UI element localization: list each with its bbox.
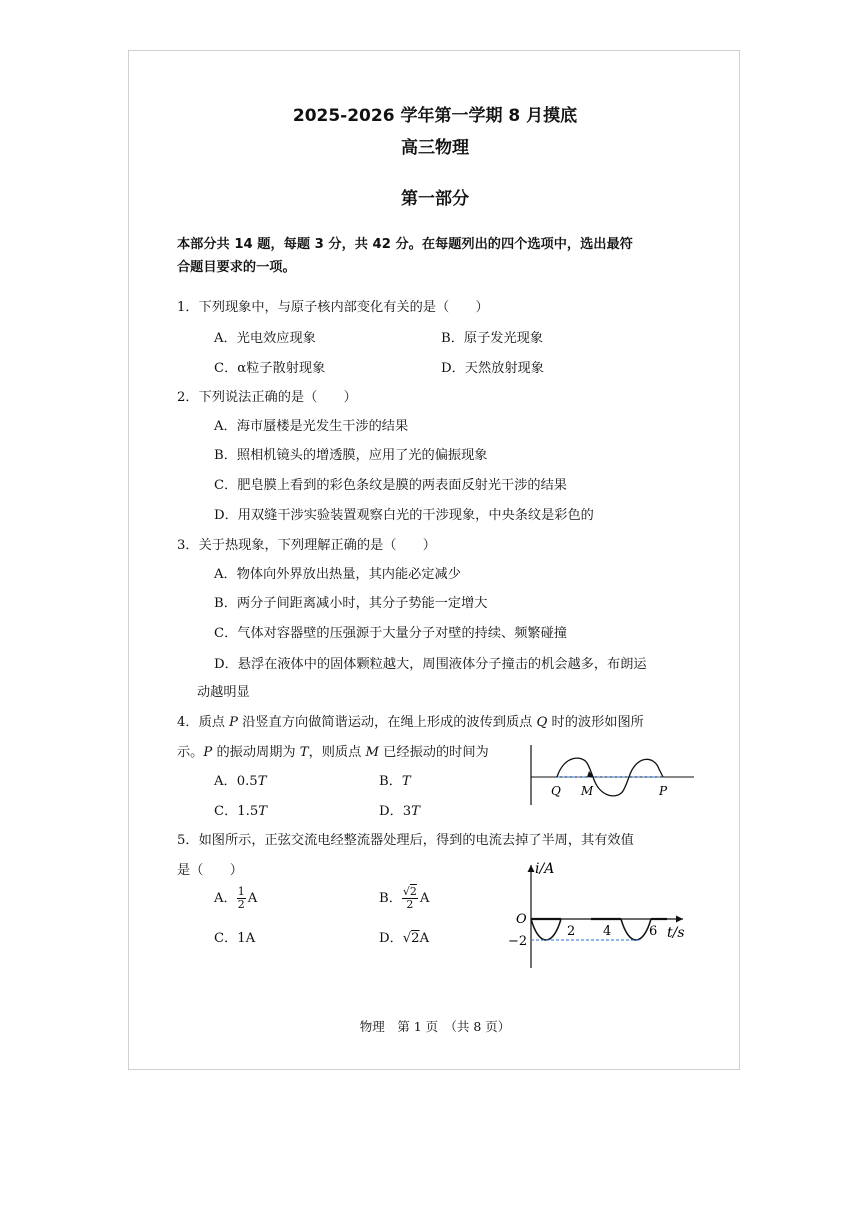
option-d: D．3T — [379, 804, 420, 819]
point-m-label: M — [581, 784, 594, 798]
option-b: B．原子发光现象 — [441, 331, 544, 346]
negative-half-wave-1 — [531, 919, 561, 940]
fraction: $\frac{√2}{2}$ — [402, 885, 417, 911]
fraction: $\frac{1}{2}$ — [237, 885, 245, 911]
option-c: C．肥皂膜上看到的彩色条纹是膜的两表面反射光干涉的结果 — [214, 478, 567, 493]
x-tick-label: 4 — [603, 924, 612, 939]
y-tick-label: −2 — [508, 934, 528, 949]
option-d: D．√2A — [379, 931, 430, 946]
instructions-line-2: 合题目要求的一项。 — [177, 260, 296, 275]
option-d: D．用双缝干涉实验装置观察白光的干涉现象，中央条纹是彩色的 — [214, 508, 594, 523]
y-axis-label: i/A — [535, 861, 555, 877]
x-axis-label: t/s — [667, 925, 685, 941]
origin-label: O — [516, 912, 527, 927]
option-d: D．悬浮在液体中的固体颗粒越大，周围液体分子撞击的机会越多，布朗运 — [214, 657, 647, 672]
sqrt-icon: √2 — [402, 885, 417, 898]
point-q-label: Q — [551, 784, 561, 798]
option-c: C．1A — [214, 931, 256, 946]
option-a: A．光电效应现象 — [214, 331, 316, 346]
section-title: 第一部分 — [401, 189, 469, 209]
question-stem: 2．下列说法正确的是（ ） — [177, 390, 357, 405]
option-c: C．气体对容器壁的压强源于大量分子对壁的持续、频繁碰撞 — [214, 626, 567, 641]
sqrt-icon: √2 — [402, 931, 420, 946]
option-a: A． $\frac{1}{2}$ A — [214, 885, 258, 911]
question-stem-line-1: 5．如图所示，正弦交流电经整流器处理后，得到的电流去掉了半周，其有效值 — [177, 833, 634, 848]
option-d-continued: 动越明显 — [197, 685, 250, 700]
page-footer: 物理 第 1 页 （共 8 页） — [359, 1019, 511, 1034]
question-stem: 3．关于热现象，下列理解正确的是（ ） — [177, 538, 436, 553]
current-graph — [501, 853, 701, 975]
point-p-label: P — [659, 784, 668, 798]
option-a: A．物体向外界放出热量，其内能必定减少 — [214, 567, 461, 582]
option-b: B． $\frac{√2}{2}$ A — [379, 885, 430, 911]
option-b: B．T — [379, 774, 411, 789]
option-d: D．天然放射现象 — [441, 361, 544, 376]
option-b: B．两分子间距离减小时，其分子势能一定增大 — [214, 596, 488, 611]
subject-title: 高三物理 — [401, 138, 469, 158]
option-c: C．1.5T — [214, 804, 268, 819]
option-a: A．海市蜃楼是光发生干涉的结果 — [214, 419, 409, 434]
option-b: B．照相机镜头的增透膜，应用了光的偏振现象 — [214, 448, 488, 463]
negative-half-wave-2 — [621, 919, 651, 940]
question-stem-line-2: 示。P 的振动周期为 T，则质点 M 已经振动的时间为 — [177, 745, 489, 760]
option-a: A．0.5T — [214, 774, 267, 789]
instructions-line-1: 本部分共 14 题，每题 3 分，共 42 分。在每题列出的四个选项中，选出最符 — [177, 237, 633, 252]
exam-page — [128, 50, 740, 1070]
exam-title: 2025-2026 学年第一学期 8 月摸底 — [292, 106, 578, 126]
option-c: C．α粒子散射现象 — [214, 361, 326, 376]
question-stem-line-1: 4．质点 P 沿竖直方向做简谐运动，在绳上形成的波传到质点 Q 时的波形如图所 — [177, 715, 644, 730]
wave-diagram — [527, 741, 702, 813]
question-stem-line-2: 是（ ） — [177, 863, 243, 878]
x-tick-label: 6 — [649, 924, 658, 939]
question-stem: 1．下列现象中，与原子核内部变化有关的是（ ） — [177, 300, 489, 315]
x-tick-label: 2 — [567, 924, 576, 939]
